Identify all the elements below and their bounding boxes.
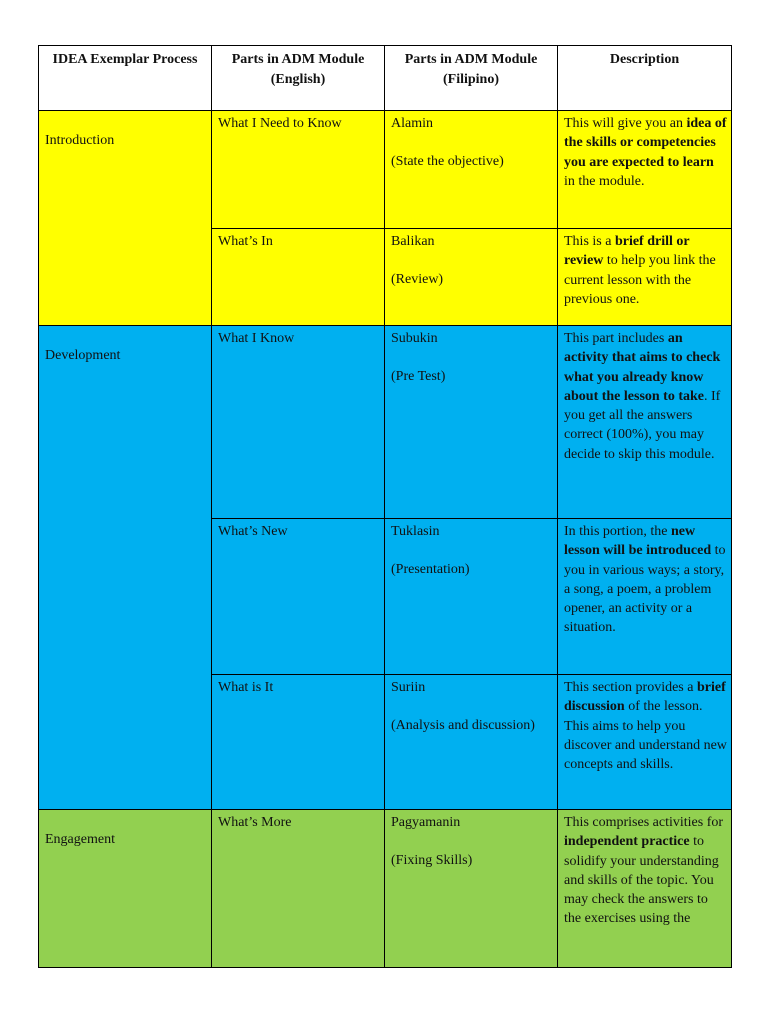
description-cell: This part includes an activity that aims to check what you already know about the lesson to take. If you get all the answers correct (100%), you may decide to skip this module. <box>558 326 732 519</box>
table-row <box>39 326 732 519</box>
description-cell: In this portion, the new lesson will be introduced to you in various ways; a story, a song, a poem, a problem opener, an activity or a situation. <box>558 519 732 675</box>
description-cell: This comprises activities for independent practice to solidify your understanding and skills of the topic. You may check the answers to the exercises using the <box>558 810 732 968</box>
filipino-part-name: Suriin <box>391 680 426 695</box>
filipino-part-name: Subukin <box>391 331 438 346</box>
filipino-part <box>385 675 558 810</box>
english-part: What’s In <box>212 229 385 326</box>
filipino-part-subtitle: (Presentation) <box>391 562 470 578</box>
description-cell: This will give you an idea of the skills or competencies you are expected to learn in the module. <box>558 111 732 229</box>
filipino-part-name: Alamin <box>391 116 433 131</box>
filipino-part <box>385 519 558 675</box>
section-engagement: Engagement <box>39 810 212 968</box>
description-cell: This section provides a brief discussion of the lesson. This aims to help you discover and understand new concepts and skills. <box>558 675 732 810</box>
header-process: IDEA Exemplar Process <box>39 46 212 111</box>
filipino-part <box>385 810 558 968</box>
filipino-part-subtitle: (Analysis and discussion) <box>391 718 535 734</box>
english-part: What’s New <box>212 519 385 675</box>
section-development: Development <box>39 326 212 810</box>
filipino-part-subtitle: (State the objective) <box>391 154 504 170</box>
filipino-part-name: Balikan <box>391 234 435 249</box>
header-english: Parts in ADM Module (English) <box>212 46 385 111</box>
filipino-part-subtitle: (Review) <box>391 272 444 288</box>
filipino-part-subtitle: (Pre Test) <box>391 369 446 385</box>
idea-process-table <box>38 45 732 968</box>
header-filipino: Parts in ADM Module (Filipino) <box>385 46 558 111</box>
table-header-row <box>39 46 732 111</box>
filipino-part <box>385 229 558 326</box>
filipino-part <box>385 111 558 229</box>
filipino-part-name: Pagyamanin <box>391 815 461 830</box>
filipino-part-name: Tuklasin <box>391 524 440 539</box>
table-row <box>39 810 732 968</box>
english-part: What I Know <box>212 326 385 519</box>
english-part: What’s More <box>212 810 385 968</box>
header-description: Description <box>558 46 732 111</box>
filipino-part-subtitle: (Fixing Skills) <box>391 853 473 869</box>
filipino-part <box>385 326 558 519</box>
english-part: What I Need to Know <box>212 111 385 229</box>
table-row <box>39 111 732 229</box>
english-part: What is It <box>212 675 385 810</box>
section-introduction: Introduction <box>39 111 212 326</box>
description-cell: This is a brief drill or review to help you link the current lesson with the previous one. <box>558 229 732 326</box>
